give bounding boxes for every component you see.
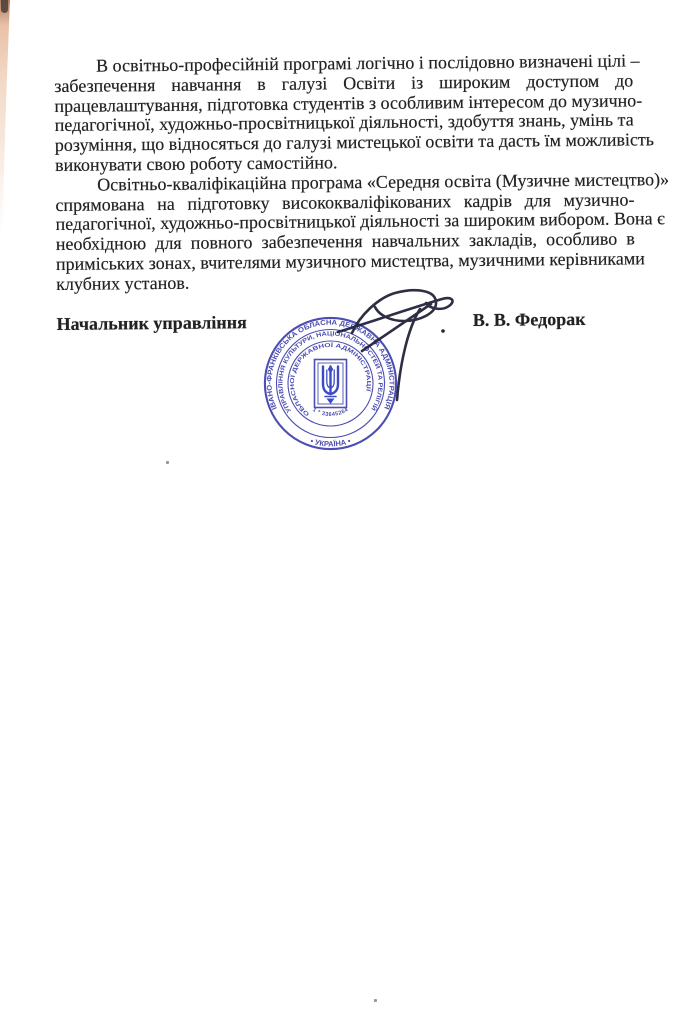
paragraph-line: Освітньо-кваліфікаційна програма «Середня освіта (Музичне мистецтво)» — [97, 168, 670, 195]
paragraph-line: необхідною для повного забезпечення навчальних закладів, особливо в — [55, 228, 635, 255]
paragraph-line: забезпечення навчання в галузі Освіти із широким доступом до — [54, 70, 634, 96]
stamp-inner-ring-label: ОБЛАСНОЇ ДЕРЖАВНОЇ АДМІНІСТРАЦІЇ — [289, 342, 372, 417]
paragraph-line: педагогічної, художньо-просвітницької діяльності, здобуття знань, умінь та — [54, 109, 634, 136]
signer-name: В. В. Федорак — [472, 308, 586, 330]
paragraph-line: приміських зонах, вчителями музичного мистецтва, музичними керівниками — [55, 248, 645, 274]
stamp-outer-ring-label: ІВАНО-ФРАНКІВСЬКА ОБЛАСНА ДЕРЖАВНА АДМІНІСТРАЦІЯ — [266, 319, 395, 411]
paragraph-line: педагогічної, художньо-просвітницької діяльності за широким вибором. Вона є — [55, 208, 665, 235]
stamp-registry-code: 1 * 33645264 — [311, 407, 350, 419]
paragraph-line: розуміння, що відносяться до галузі мистецької освіти та дасть їм можливість — [54, 129, 655, 156]
paragraph-line: В освітньо-професійній програмі логічно і послідовно визначені цілі – — [95, 50, 640, 76]
handwritten-signature — [328, 283, 463, 408]
scan-corner-dark-cap — [1, 0, 8, 13]
position-title: Начальник управління — [56, 311, 247, 334]
paragraph-2 — [55, 168, 670, 294]
stamp-middle-ring-label: УПРАВЛІННЯ КУЛЬТУРИ, НАЦІОНАЛЬНОСТЕЙ ТА РЕЛІГІЙ — [277, 330, 384, 414]
paragraph-line: клубних установ. — [56, 272, 190, 294]
scan-speck — [374, 999, 377, 1002]
signature-ink-dot — [441, 329, 445, 333]
paragraph-line: спрямована на підготовку висококваліфікованих кадрів для музично- — [55, 189, 635, 215]
scan-corner-artifact — [0, 0, 16, 255]
scan-speck — [166, 461, 169, 464]
paragraph-line: працевлаштування, підготовка студентів з особливим інтересом до музично- — [54, 89, 643, 116]
paragraph-line: виконувати свою роботу самостійно. — [54, 152, 338, 175]
stamp-country-label: • УКРАЇНА • — [309, 436, 352, 449]
paragraph-1 — [54, 50, 655, 175]
